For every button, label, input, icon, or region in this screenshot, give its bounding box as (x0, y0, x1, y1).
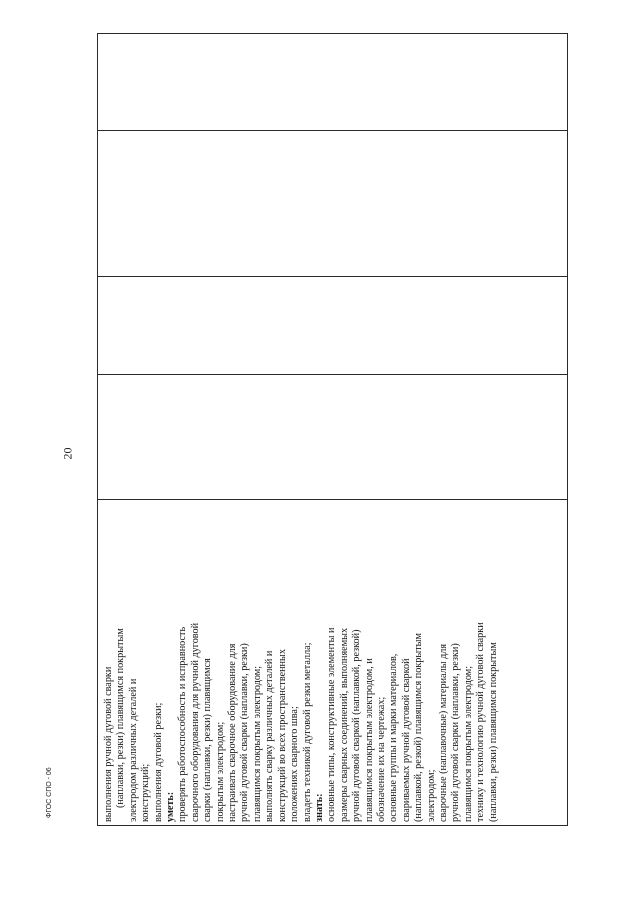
cell-text-line: конструкций во всех пространственных (276, 649, 288, 822)
cell-text-line: основные группы и марки материалов, (388, 653, 400, 822)
content-cell (97, 498, 568, 826)
cell-text-line: электродом; (425, 769, 437, 822)
cell-text-line: ручной дуговой сваркой (наплавкой, резкой) (351, 629, 363, 822)
page-number: 20 (60, 447, 75, 460)
cell-text-line: основные типы, конструктивные элементы и (326, 627, 338, 822)
table-divider (98, 130, 567, 131)
cell-text-line: положениях сварного шва; (289, 706, 301, 822)
table-divider (98, 374, 567, 375)
cell-text-line: проверять работоспособность и исправность (177, 626, 189, 822)
cell-text-line: плавящимся покрытым электродом; (462, 665, 474, 822)
cell-text-line: выполнения ручной дуговой сварки (103, 666, 114, 822)
document-footer: ФГОС СПО - 06 (46, 767, 53, 818)
cell-text-line: обозначение их на чертежах; (375, 696, 387, 822)
cell-text-line: технику и технологию ручной дуговой сварки (475, 622, 487, 822)
cell-text-line: плавящимся покрытым электродом; (251, 665, 263, 822)
cell-text-line: (наплавки, резки) плавящимся покрытым (487, 642, 499, 822)
cell-text-line: электродом различных деталей и (127, 678, 139, 822)
cell-text-line: сварки (наплавки, резки) плавящимся (202, 658, 214, 822)
cell-text-line: выполнения дуговой резки; (152, 702, 164, 822)
table-divider (98, 276, 567, 277)
cell-text-line: ручной дуговой сварки (наплавки, резки) (239, 643, 251, 822)
cell-text-line: уметь: (165, 791, 177, 822)
cell-text-line: сварочные (наплавочные) материалы для (437, 643, 449, 822)
cell-text-line: конструкций; (140, 763, 152, 822)
cell-text-line: владеть техникой дуговой резки металла; (301, 642, 313, 822)
cell-text-line: знать: (313, 793, 325, 822)
cell-text-line: ручной дуговой сварки (наплавки, резки) (450, 643, 462, 822)
cell-text-line: плавящимся покрытым электродом, и (363, 658, 375, 822)
cell-text-line: (наплавкой, резкой) плавящимся покрытым (413, 633, 425, 822)
cell-text-line: настраивать сварочное оборудование для (227, 643, 239, 822)
cell-text-line: свариваемых ручной дуговой сваркой (400, 658, 412, 822)
cell-text-line: покрытым электродом; (214, 721, 226, 822)
cell-text-line: размеры сварных соединений, выполняемых (338, 627, 350, 822)
cell-text-line: (наплавки, резки) плавящимся покрытым (115, 628, 127, 808)
cell-text-line: выполнять сварку различных деталей и (264, 650, 276, 822)
cell-text-line: сварочного оборудования для ручной дуговой (189, 622, 201, 822)
